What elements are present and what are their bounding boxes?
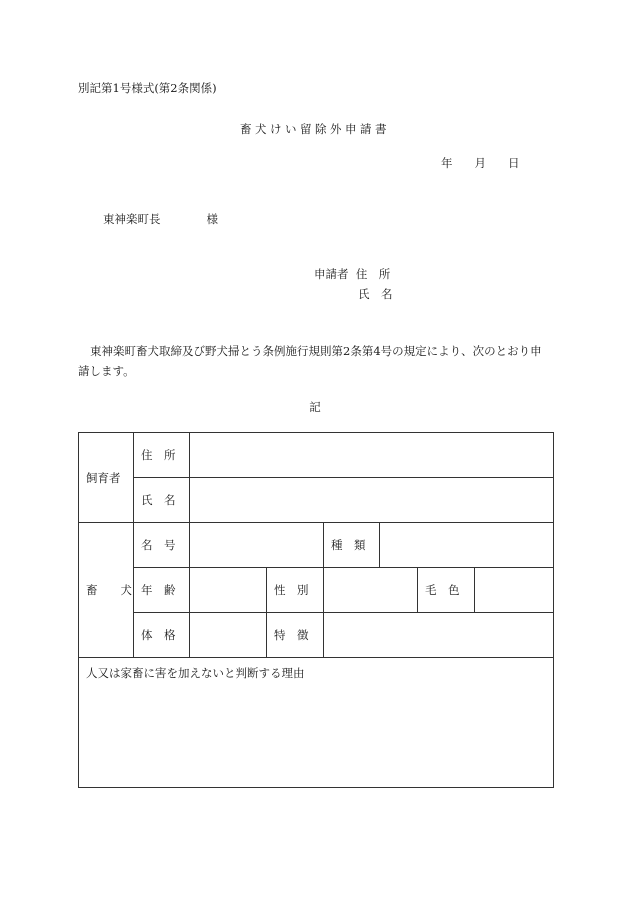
- addressee: [103, 211, 218, 227]
- owner-name-label: 氏 名: [134, 478, 190, 523]
- date-month-label: 月: [474, 156, 486, 170]
- coat-color-label: 毛 色: [418, 568, 475, 613]
- applicant-address-label: 住 所: [355, 267, 391, 281]
- form-reference: 別記第1号様式(第2条関係): [78, 81, 217, 95]
- date-line: [441, 155, 520, 171]
- table-row: [79, 523, 554, 568]
- features-label: 特 徴: [267, 613, 324, 658]
- addressee-name: 東神楽町長: [103, 212, 161, 226]
- table-row: [79, 433, 554, 478]
- owner-header-cell: 飼育者: [79, 433, 134, 523]
- owner-name-field[interactable]: [190, 478, 554, 523]
- table-row: [79, 568, 554, 613]
- dog-header-cell: 畜 犬: [79, 523, 134, 658]
- age-field[interactable]: [190, 568, 267, 613]
- applicant-address-line: [314, 266, 390, 282]
- application-table: [78, 432, 554, 788]
- coat-color-field[interactable]: [475, 568, 554, 613]
- owner-address-label: 住 所: [134, 433, 190, 478]
- features-field[interactable]: [324, 613, 554, 658]
- sex-field[interactable]: [324, 568, 418, 613]
- reason-cell[interactable]: [79, 658, 554, 788]
- build-label: 体 格: [134, 613, 190, 658]
- breed-field[interactable]: [380, 523, 554, 568]
- table-row: [79, 658, 554, 788]
- date-day-label: 日: [508, 156, 520, 170]
- date-year-label: 年: [441, 156, 453, 170]
- build-field[interactable]: [190, 613, 267, 658]
- reason-label: 人又は家畜に害を加えないと判断する理由: [86, 666, 305, 680]
- addressee-honorific: 様: [206, 212, 218, 226]
- breed-label: 種 類: [324, 523, 380, 568]
- table-row: [79, 613, 554, 658]
- age-label: 年 齢: [134, 568, 190, 613]
- table-row: [79, 478, 554, 523]
- applicant-label: 申請者: [314, 267, 349, 281]
- dog-name-field[interactable]: [190, 523, 324, 568]
- body-paragraph: 東神楽町畜犬取締及び野犬掃とう条例施行規則第2条第4号の規定により、次のとおり申請します。: [78, 344, 542, 378]
- applicant-name-label: 氏 名: [358, 287, 393, 301]
- document-title: 畜犬けい留除外申請書: [240, 122, 390, 136]
- ki-heading: 記: [309, 400, 321, 414]
- sex-label: 性 別: [267, 568, 324, 613]
- dog-name-label: 名 号: [134, 523, 190, 568]
- owner-address-field[interactable]: [190, 433, 554, 478]
